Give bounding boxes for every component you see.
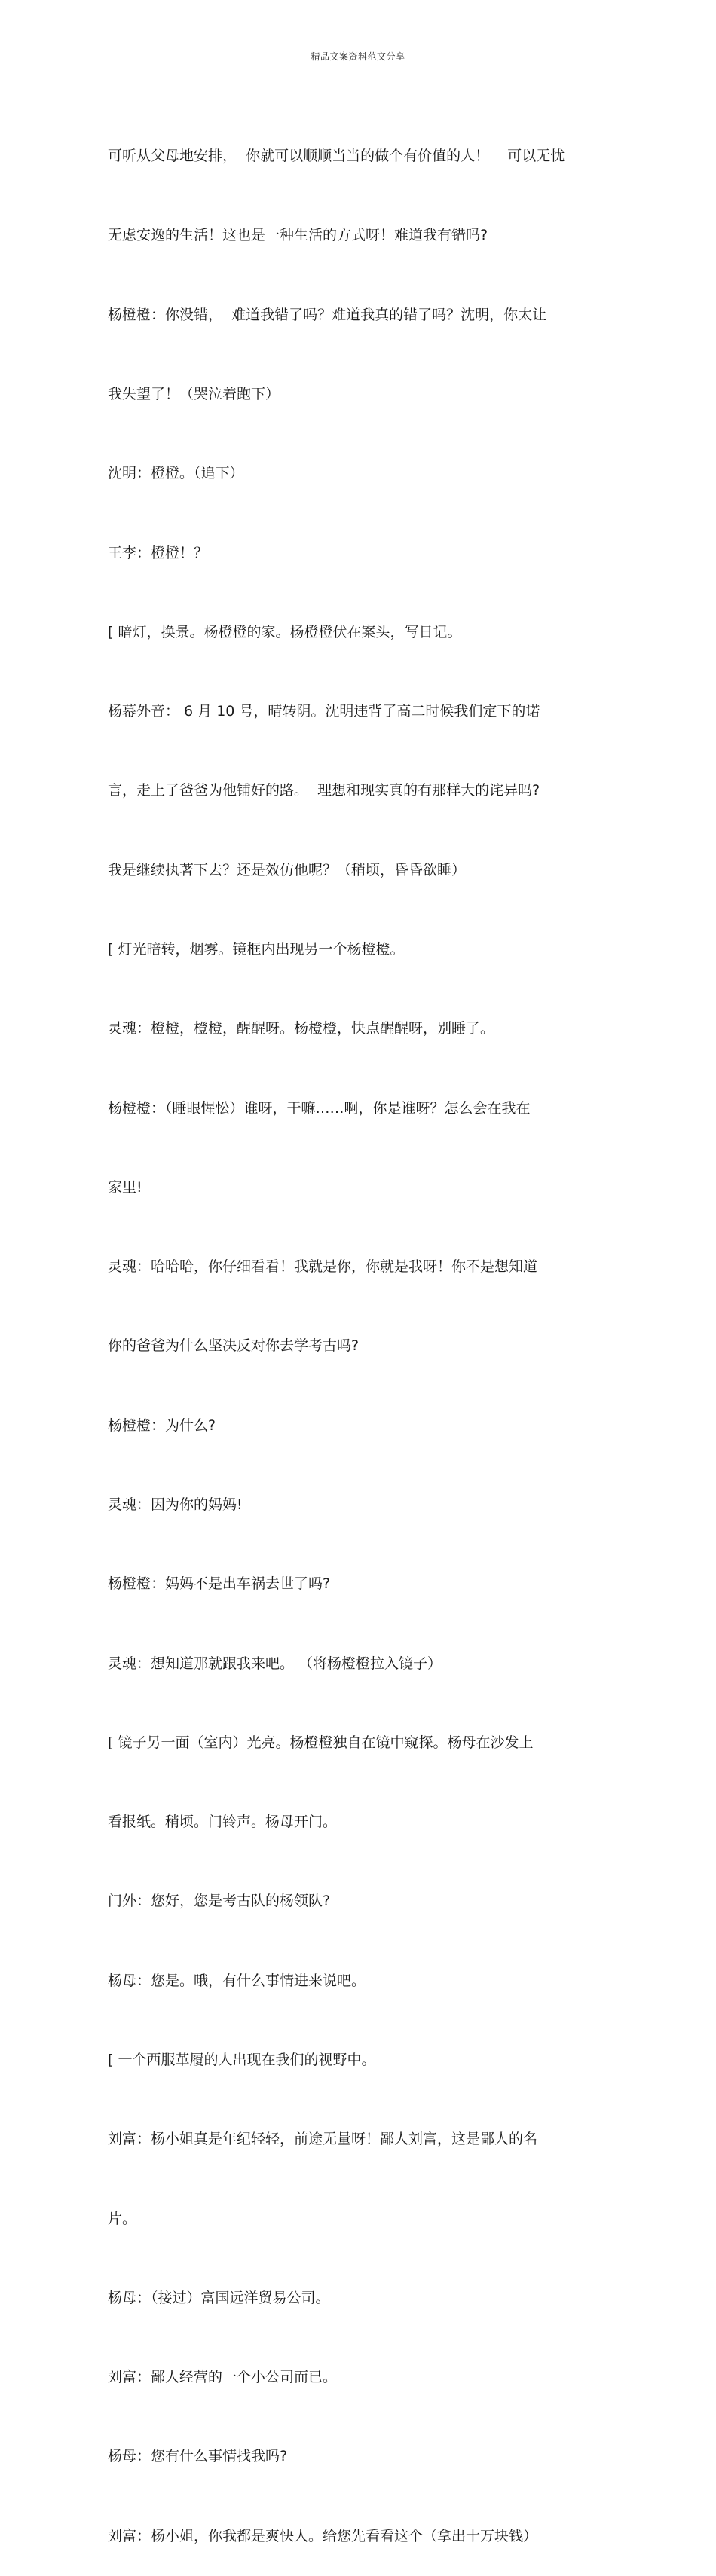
text-line: 我失望了！（哭泣着跑下） [108,386,280,403]
text-line: 门外：您好，您是考古队的杨领队? [108,1893,331,1910]
text-line: 杨橙橙：（睡眼惺忪）谁呀，干嘛……啊，你是谁呀？怎么会在我在 [108,1099,531,1117]
text-line: 沈明：橙橙。（追下） [108,465,244,482]
text-line: 王李：橙橙！？ [108,544,209,561]
text-line: [ 镜子另一面（室内）光亮。杨橙橙独自在镜中窥探。杨母在沙发上 [108,1734,534,1751]
text-line: 杨幕外音： 6 月 10 号，晴转阴。沈明违背了高二时候我们定下的诺 [108,703,540,720]
text-line: 杨橙橙：妈妈不是出车祸去世了吗? [108,1575,331,1593]
text-line: 我是继续执著下去？还是效仿他呢？（稍顷，昏昏欲睡） [108,861,467,879]
text-line: 杨母：您是。哦，有什么事情进来说吧。 [108,1972,366,1989]
text-line: 家里! [108,1178,142,1196]
text-line: 无虑安逸的生活！这也是一种生活的方式呀！难道我有错吗? [108,227,488,244]
text-line: 灵魂：想知道那就跟我来吧。 （将杨橙橙拉入镜子） [108,1655,442,1672]
text-line: 言，走上了爸爸为他铺好的路。 理想和现实真的有那样大的诧异吗? [108,782,540,799]
text-line: 片。 [108,2210,137,2227]
page-header: 精品文案资料范文分享 [311,51,405,62]
text-line: 你的爸爸为什么坚决反对你去学考古吗? [108,1337,360,1355]
text-line: 看报纸。稍顷。门铃声。杨母开门。 [108,1814,338,1831]
text-line: 刘富：杨小姐，你我都是爽快人。给您先看看这个（拿出十万块钱） [108,2527,538,2544]
text-line: 杨橙橙：你没错， 难道我错了吗？难道我真的错了吗？沈明，你太让 [108,306,547,323]
text-line: 灵魂：因为你的妈妈! [108,1496,243,1513]
text-line: 刘富：鄙人经营的一个小公司而已。 [108,2369,338,2386]
text-line: 灵魂：橙橙，橙橙，醒醒呀。杨橙橙，快点醒醒呀，别睡了。 [108,1020,495,1037]
text-line: [ 一个西服革履的人出现在我们的视野中。 [108,2051,376,2068]
text-line: 刘富：杨小姐真是年纪轻轻，前途无量呀！鄙人刘富，这是鄙人的名 [108,2131,538,2148]
text-line: 可听从父母地安排， 你就可以顺顺当当的做个有价值的人！ 可以无忧 [108,148,565,165]
text-line: [ 灯光暗转，烟雾。镜框内出现另一个杨橙橙。 [108,941,405,958]
text-line: 杨母：您有什么事情找我吗? [108,2448,288,2465]
text-line: 杨母：（接过）富国远洋贸易公司。 [108,2289,330,2306]
text-line: 灵魂：哈哈哈，你仔细看看！我就是你，你就是我呀！你不是想知道 [108,1258,538,1276]
text-line: [ 暗灯，换景。杨橙橙的家。杨橙橙伏在案头，写日记。 [108,623,462,640]
script-body [108,90,613,2576]
text-line: 杨橙橙：为什么? [108,1416,216,1434]
